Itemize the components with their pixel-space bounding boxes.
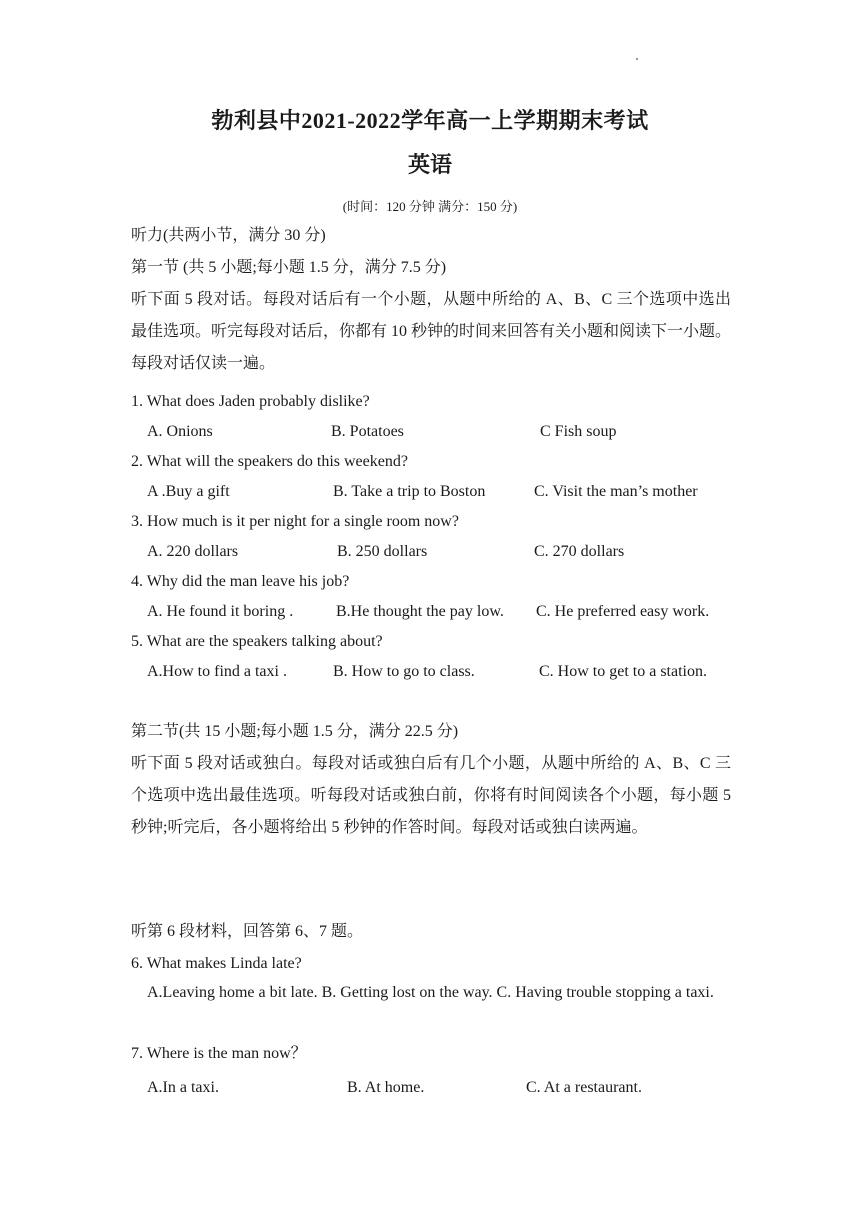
q1-option-a: A. Onions xyxy=(147,423,213,440)
q3-option-b: B. 250 dollars xyxy=(337,543,428,560)
question-1: 1. What does Jaden probably dislike? xyxy=(131,393,370,410)
section1-title: 第一节 (共 5 小题;每小题 1.5 分，满分 7.5 分) xyxy=(131,259,447,276)
question-3: 3. How much is it per night for a single room now? xyxy=(131,513,459,530)
exam-subject: 英语 xyxy=(407,152,452,177)
q4-option-c: C. He preferred easy work. xyxy=(536,603,710,620)
q7-option-c: C. At a restaurant. xyxy=(526,1079,642,1096)
q5-option-b: B. How to go to class. xyxy=(333,663,475,680)
part1-heading: 听力(共两小节，满分 30 分) xyxy=(131,227,326,244)
q5-option-a: A.How to find a taxi . xyxy=(147,663,287,680)
q2-option-b: B. Take a trip to Boston xyxy=(333,483,486,500)
q5-option-c: C. How to get to a station. xyxy=(539,663,707,680)
q4-option-a: A. He found it boring . xyxy=(147,603,294,620)
q3-option-a: A. 220 dollars xyxy=(147,543,239,560)
q4-option-b: B.He thought the pay low. xyxy=(336,603,504,620)
q6-options: A.Leaving home a bit late. B. Getting lost on the way. C. Having trouble stopping a taxi. xyxy=(147,984,714,1001)
question-5: 5. What are the speakers talking about? xyxy=(131,633,383,650)
question-4: 4. Why did the man leave his job? xyxy=(131,573,350,590)
section2-title: 第二节(共 15 小题;每小题 1.5 分，满分 22.5 分) xyxy=(131,723,459,740)
section2-instruction: 听下面 5 段对话或独白。每段对话或独白后有几个小题，从题中所给的 A、B、C 三个选项中选出最佳选项。听每段对话或独白前，你将有时间阅读各个小题，每小题 5 秒钟;听完后，各小题将给出 5 秒钟的作答时间。每段对话或独白读两遍。 xyxy=(131,755,731,836)
question-6: 6. What makes Linda late? xyxy=(131,955,302,972)
question-7: 7. Where is the man now？ xyxy=(131,1045,307,1062)
q1-option-c: C Fish soup xyxy=(540,423,617,440)
material-6-heading: 听第 6 段材料，回答第 6、7 题。 xyxy=(131,923,364,940)
q2-option-a: A .Buy a gift xyxy=(147,483,230,500)
q1-option-b: B. Potatoes xyxy=(331,423,404,440)
exam-info: (时间：120 分钟 满分：150 分) xyxy=(342,199,518,214)
page-dot xyxy=(636,58,638,60)
exam-title: 勃利县中2021-2022学年高一上学期期末考试 xyxy=(211,108,649,133)
q2-option-c: C. Visit the man’s mother xyxy=(534,483,698,500)
q7-option-b: B. At home. xyxy=(347,1079,425,1096)
section1-instruction: 听下面 5 段对话。每段对话后有一个小题，从题中所给的 A、B、C 三个选项中选出最佳选项。听完每段对话后，你都有 10 秒钟的时间来回答有关小题和阅读下一小题。每段对话仅读一遍。 xyxy=(131,291,732,372)
q7-option-a: A.In a taxi. xyxy=(147,1079,219,1096)
q3-option-c: C. 270 dollars xyxy=(534,543,625,560)
question-2: 2. What will the speakers do this weekend? xyxy=(131,453,408,470)
